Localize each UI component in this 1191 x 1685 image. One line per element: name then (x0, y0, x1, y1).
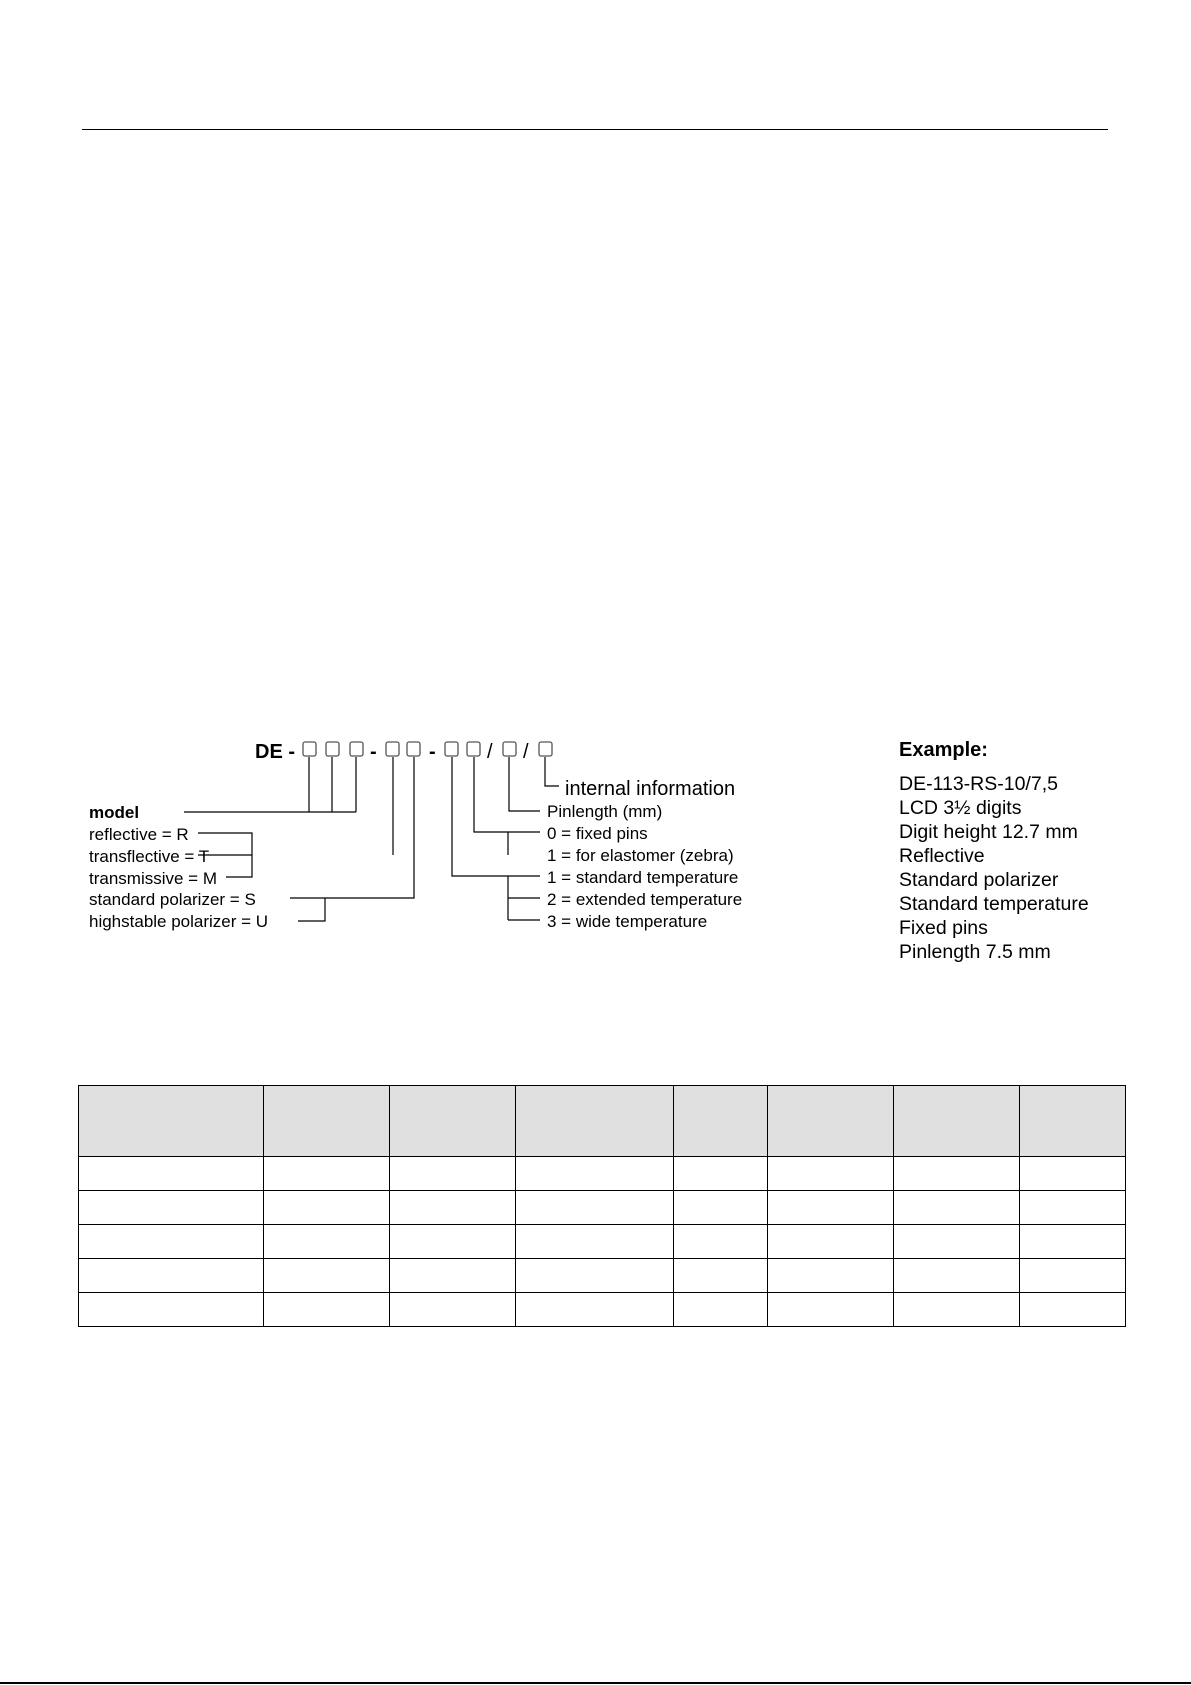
table-cell (674, 1191, 768, 1225)
wide-temperature-label: 3 = wide temperature (547, 912, 708, 931)
bottom-rule (0, 1682, 1191, 1684)
table-cell (516, 1293, 674, 1327)
example-line: Fixed pins (899, 917, 988, 939)
table-cell (768, 1293, 894, 1327)
table-row (79, 1293, 1126, 1327)
table-cell (1020, 1191, 1126, 1225)
table-header-cell (264, 1086, 390, 1157)
extended-temperature-label: 2 = extended temperature (547, 890, 743, 909)
table-cell (79, 1191, 264, 1225)
table-header-row (79, 1086, 1126, 1157)
table-row (79, 1225, 1126, 1259)
table-cell (516, 1225, 674, 1259)
table-row (79, 1259, 1126, 1293)
code-slash-1: / (487, 741, 493, 763)
example-line: Pinlength 7.5 mm (899, 941, 1051, 963)
internal-information-label: internal information (565, 778, 736, 800)
example-line: LCD 3½ digits (899, 797, 1022, 819)
table-cell (894, 1259, 1020, 1293)
table-cell (894, 1225, 1020, 1259)
table-cell (894, 1293, 1020, 1327)
table-row (79, 1157, 1126, 1191)
example-line: Standard polarizer (899, 869, 1059, 891)
table-cell (516, 1157, 674, 1191)
table-row (79, 1191, 1126, 1225)
standard-temperature-label: 1 = standard temperature (547, 868, 739, 887)
table-cell (674, 1293, 768, 1327)
example-line: DE-113-RS-10/7,5 (899, 773, 1058, 795)
spec-table (78, 1085, 1126, 1327)
table-cell (79, 1293, 264, 1327)
table-cell (390, 1225, 516, 1259)
table-cell (1020, 1157, 1126, 1191)
table-cell (894, 1191, 1020, 1225)
fixed-pins-label: 0 = fixed pins (547, 824, 648, 843)
example-line: Reflective (899, 845, 985, 867)
table-header-cell (674, 1086, 768, 1157)
table-cell (390, 1259, 516, 1293)
example-line: Digit height 12.7 mm (899, 821, 1078, 843)
highstable-polarizer-label: highstable polarizer = U (89, 912, 269, 931)
model-label: model (89, 803, 140, 822)
table-cell (768, 1157, 894, 1191)
transmissive-label: transmissive = M (89, 869, 217, 888)
elastomer-label: 1 = for elastomer (zebra) (547, 846, 734, 865)
table-cell (1020, 1259, 1126, 1293)
table-cell (674, 1259, 768, 1293)
table-cell (390, 1191, 516, 1225)
transflective-label: transflective = T (89, 847, 210, 866)
example-line: Standard temperature (899, 893, 1089, 915)
pinlength-label: Pinlength (mm) (547, 802, 663, 821)
table-cell (264, 1225, 390, 1259)
standard-polarizer-label: standard polarizer = S (89, 890, 256, 909)
table-cell (390, 1293, 516, 1327)
table-cell (1020, 1293, 1126, 1327)
table-cell (79, 1225, 264, 1259)
table-cell (768, 1225, 894, 1259)
table-cell (79, 1157, 264, 1191)
table-cell (894, 1157, 1020, 1191)
example-title: Example: (899, 739, 988, 761)
table-cell (768, 1191, 894, 1225)
table-cell (516, 1191, 674, 1225)
table-header-cell (894, 1086, 1020, 1157)
code-slash-2: / (523, 741, 529, 763)
table-cell (264, 1157, 390, 1191)
table-cell (79, 1259, 264, 1293)
table-cell (390, 1157, 516, 1191)
table-header-cell (79, 1086, 264, 1157)
table-cell (1020, 1225, 1126, 1259)
table-cell (264, 1259, 390, 1293)
table-cell (768, 1259, 894, 1293)
reflective-label: reflective = R (89, 825, 189, 844)
code-dash-2: - (429, 741, 436, 763)
code-dash-1: - (370, 741, 377, 763)
table-header-cell (768, 1086, 894, 1157)
table-cell (674, 1157, 768, 1191)
table-cell (264, 1191, 390, 1225)
code-boxes (303, 742, 552, 756)
table-header-cell (516, 1086, 674, 1157)
table-cell (264, 1293, 390, 1327)
table-header-cell (390, 1086, 516, 1157)
table-cell (516, 1259, 674, 1293)
table-header-cell (1020, 1086, 1126, 1157)
example-block (899, 738, 1159, 964)
code-prefix: DE - (255, 741, 295, 763)
table-cell (674, 1225, 768, 1259)
